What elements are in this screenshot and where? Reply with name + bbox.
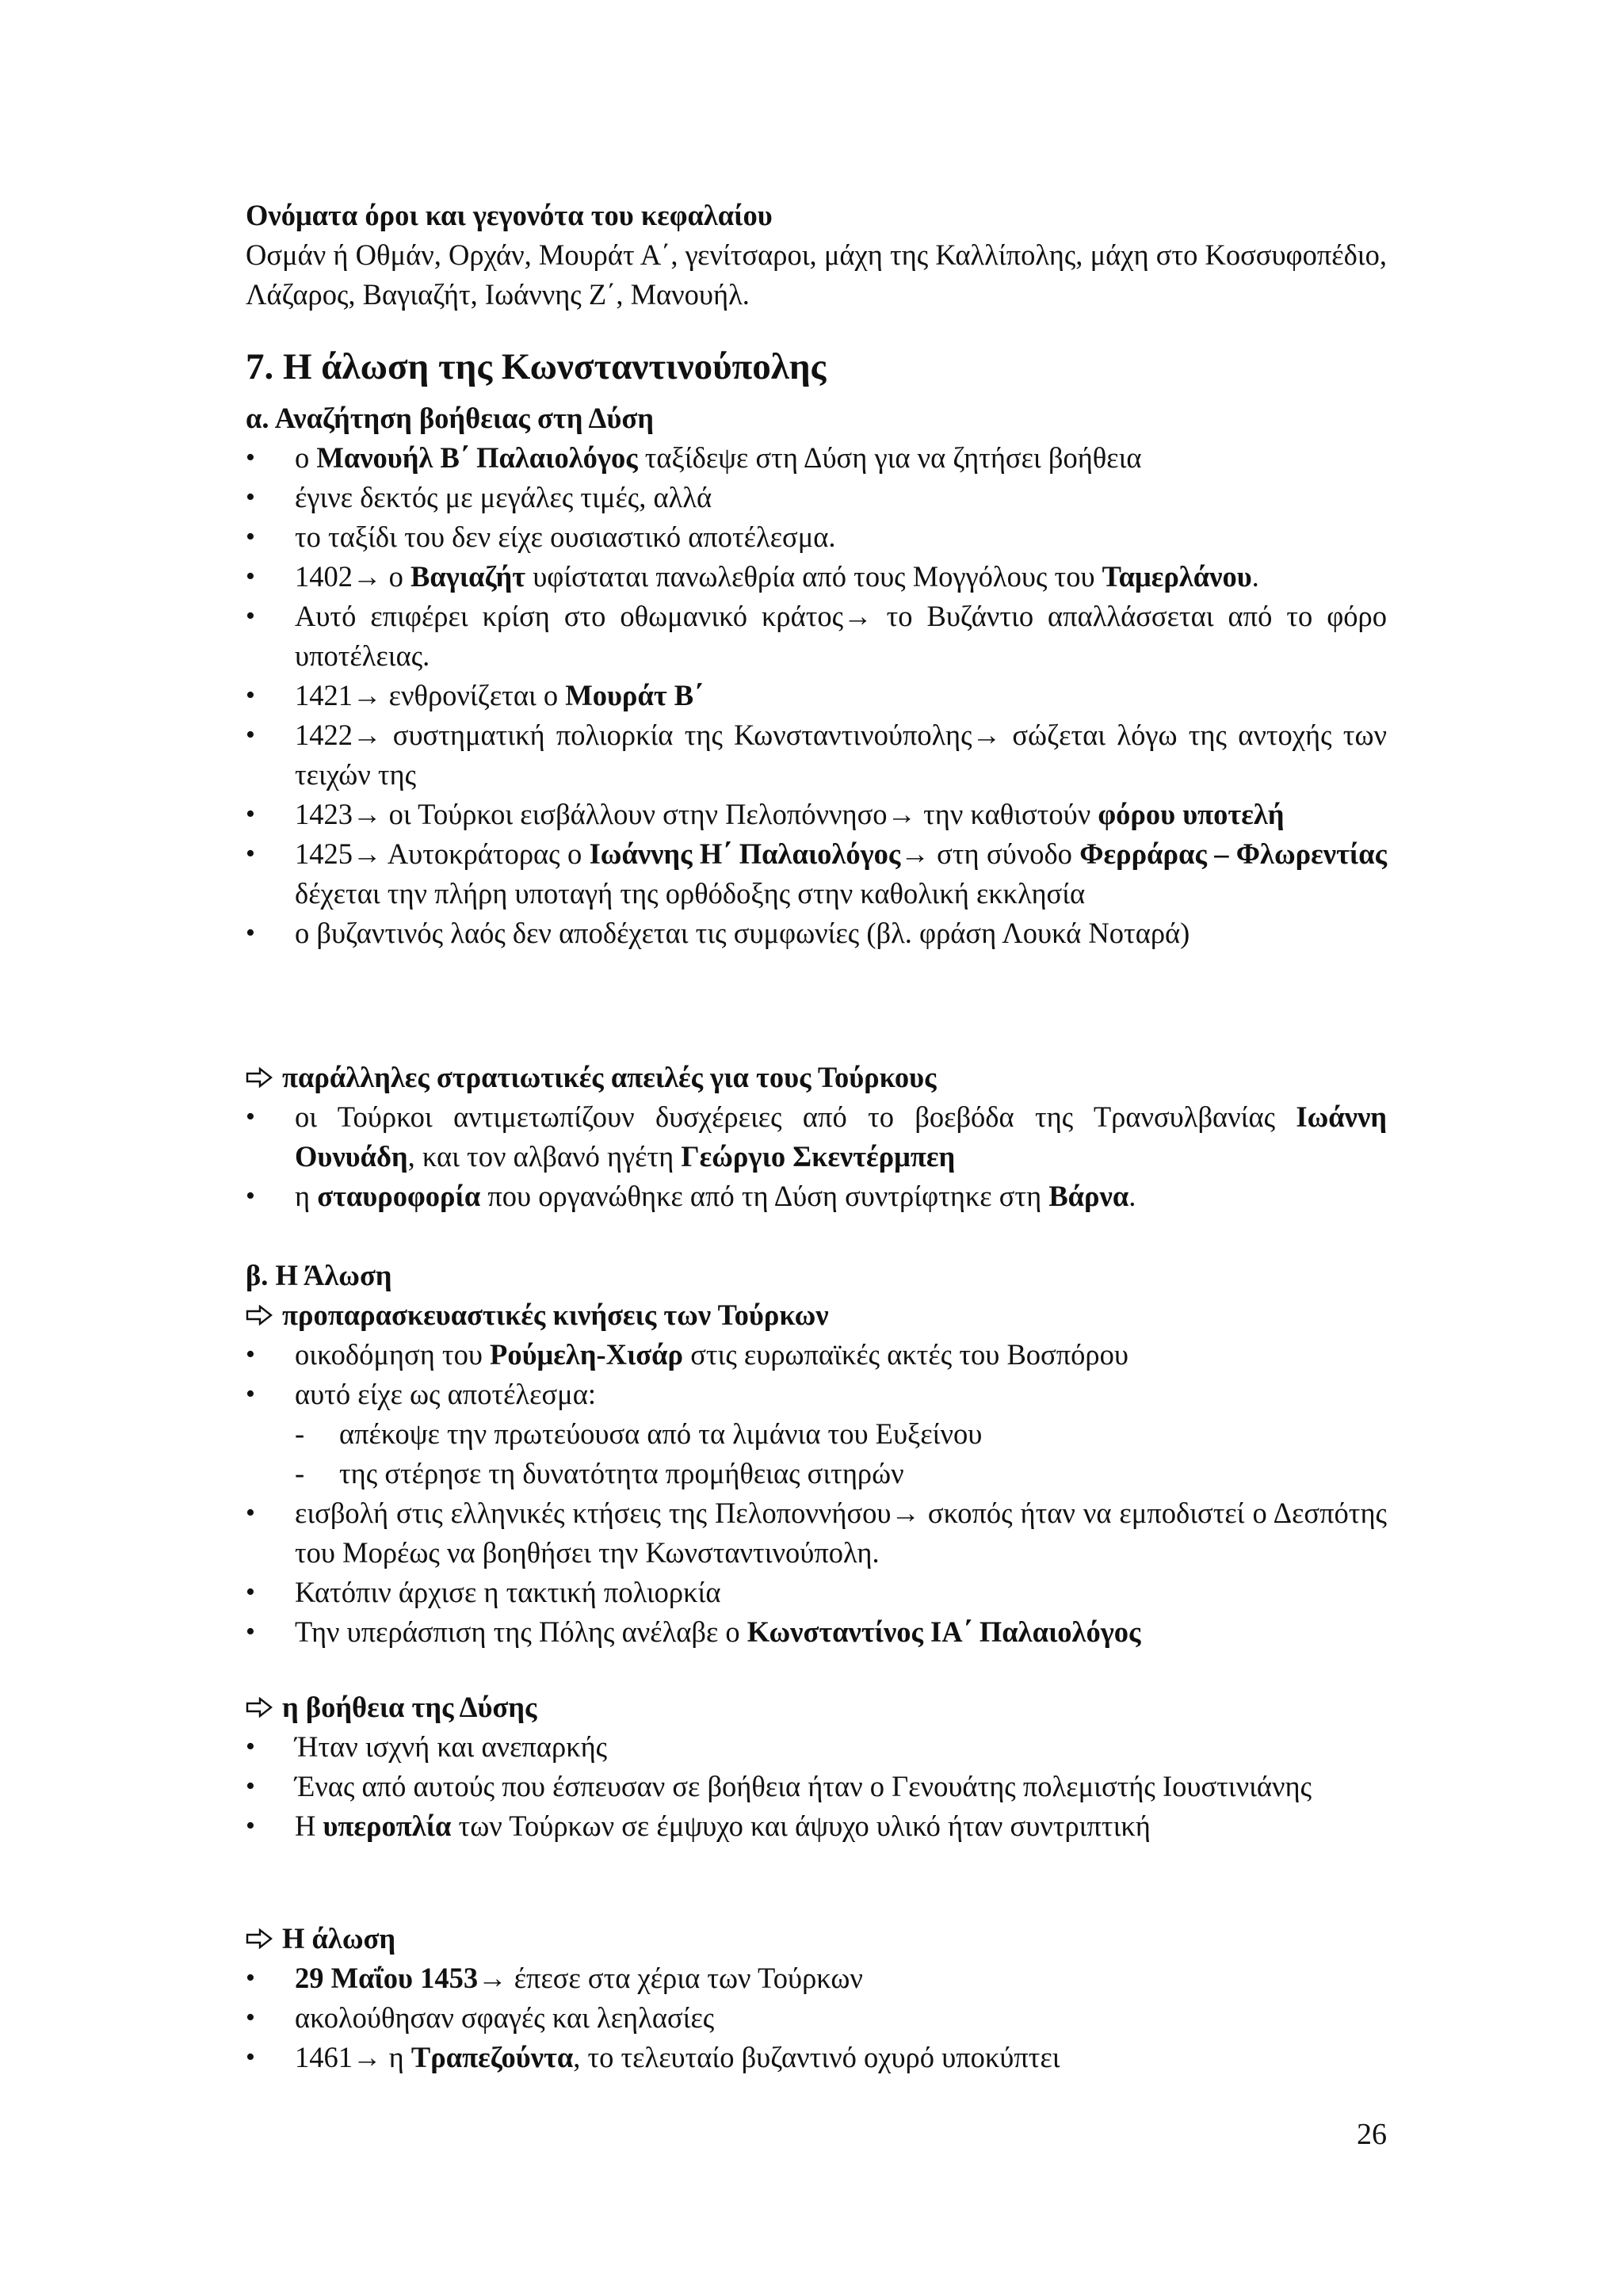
list-item: • 1423→ οι Τούρκοι εισβάλλουν στην Πελοπόννησο→ την καθιστούν φόρου υποτελή — [246, 795, 1387, 834]
list-item: • ακολούθησαν σφαγές και λεηλασίες — [246, 1998, 1387, 2038]
list-item: • 29 Μαΐου 1453→ έπεσε στα χέρια των Τούρκων — [246, 1958, 1387, 1998]
chapter-title: 7. Η άλωση της Κωνσταντινούπολης — [246, 346, 827, 387]
list-item: • ο βυζαντινός λαός δεν αποδέχεται τις συμφωνίες (βλ. φράση Λουκά Νοταρά) — [246, 913, 1387, 953]
section-a — [246, 399, 1387, 953]
list-item: • αυτό είχε ως αποτέλεσμα: — [246, 1375, 1387, 1414]
hollow-right-arrow-icon — [246, 1928, 273, 1949]
threats-section — [246, 1058, 1387, 1216]
dash-item: - της στέρησε τη δυνατότητα προμήθειας σιτηρών — [295, 1454, 1387, 1493]
terms-block — [246, 196, 1387, 315]
hollow-right-arrow-icon — [246, 1305, 273, 1325]
list-item: • 1422→ συστηματική πολιορκία της Κωνσταντινούπολης→ σώζεται λόγω της αντοχής των τειχών της — [246, 715, 1387, 795]
list-item: • η σταυροφορία που οργανώθηκε από τη Δύση συντρίφτηκε στη Βάρνα. — [246, 1177, 1387, 1216]
list-item: • οικοδόμηση του Ρούμελη-Χισάρ στις ευρωπαϊκές ακτές του Βοσπόρου — [246, 1335, 1387, 1375]
list-item: • 1425→ Αυτοκράτορας ο Ιωάννης Η΄ Παλαιολόγος→ στη σύνοδο Φερράρας – Φλωρεντίας δέχεται την πλήρη υποταγή της ορθόδοξης στην καθολική εκκλησία — [246, 834, 1387, 913]
help-heading: η βοήθεια της Δύσης — [246, 1688, 1387, 1727]
list-item: • Κατόπιν άρχισε η τακτική πολιορκία — [246, 1573, 1387, 1612]
prep-heading: προπαρασκευαστικές κινήσεις των Τούρκων — [246, 1295, 1387, 1335]
hollow-right-arrow-icon — [246, 1697, 273, 1718]
section-b — [246, 1256, 1387, 1652]
list-item: • ο Μανουήλ Β΄ Παλαιολόγος ταξίδεψε στη Δύση για να ζητήσει βοήθεια — [246, 438, 1387, 478]
terms-heading: Ονόματα όροι και γεγονότα του κεφαλαίου — [246, 199, 773, 231]
list-item: • 1402→ ο Βαγιαζήτ υφίσταται πανωλεθρία από τους Μογγόλους του Ταμερλάνου. — [246, 557, 1387, 597]
list-item: • έγινε δεκτός με μεγάλες τιμές, αλλά — [246, 478, 1387, 517]
list-item: • το ταξίδι του δεν είχε ουσιαστικό αποτέλεσμα. — [246, 517, 1387, 557]
list-item: • Αυτό επιφέρει κρίση στο οθωμανικό κράτος→ το Βυζάντιο απαλλάσσεται από το φόρο υποτέλειας. — [246, 597, 1387, 676]
list-item: • εισβολή στις ελληνικές κτήσεις της Πελοποννήσου→ σκοπός ήταν να εμποδιστεί ο Δεσπότης του Μορέως να βοηθήσει την Κωνσταντινούπολη. — [246, 1493, 1387, 1573]
threats-heading: παράλληλες στρατιωτικές απειλές για τους Τούρκους — [246, 1058, 1387, 1097]
list-item: • Ήταν ισχνή και ανεπαρκής — [246, 1727, 1387, 1767]
list-item: • 1461→ η Τραπεζούντα, το τελευταίο βυζαντινό οχυρό υποκύπτει — [246, 2038, 1387, 2077]
list-item: • 1421→ ενθρονίζεται ο Μουράτ Β΄ — [246, 676, 1387, 715]
list-item: • Η υπεροπλία των Τούρκων σε έμψυχο και άψυχο υλικό ήταν συντριπτική — [246, 1806, 1387, 1846]
help-section — [246, 1688, 1387, 1846]
fall-heading: Η άλωση — [246, 1919, 1387, 1958]
hollow-right-arrow-icon — [246, 1067, 273, 1088]
terms-text: Οσμάν ή Οθμάν, Ορχάν, Μουράτ Α΄, γενίτσαροι, μάχη της Καλλίπολης, μάχη στο Κοσσυφοπέδιο, Λάζαρος, Βαγιαζήτ, Ιωάννης Ζ΄, Μανουήλ. — [246, 238, 1387, 311]
page-number: 26 — [1357, 2118, 1387, 2151]
fall-section — [246, 1919, 1387, 2077]
list-item: • Ένας από αυτούς που έσπευσαν σε βοήθεια ήταν ο Γενουάτης πολεμιστής Ιουστινιάνης — [246, 1767, 1387, 1806]
list-item: • οι Τούρκοι αντιμετωπίζουν δυσχέρειες από το βοεβόδα της Τρανσυλβανίας Ιωάννη Ουνυάδη, και τον αλβανό ηγέτη Γεώργιο Σκεντέρμπεη — [246, 1097, 1387, 1177]
dash-item: - απέκοψε την πρωτεύουσα από τα λιμάνια του Ευξείνου — [295, 1414, 1387, 1454]
list-item: • Την υπεράσπιση της Πόλης ανέλαβε ο Κωνσταντίνος ΙΑ΄ Παλαιολόγος — [246, 1612, 1387, 1652]
section-b-heading: β. Η Άλωση — [246, 1259, 392, 1291]
section-a-heading: α. Αναζήτηση βοήθειας στη Δύση — [246, 402, 654, 434]
